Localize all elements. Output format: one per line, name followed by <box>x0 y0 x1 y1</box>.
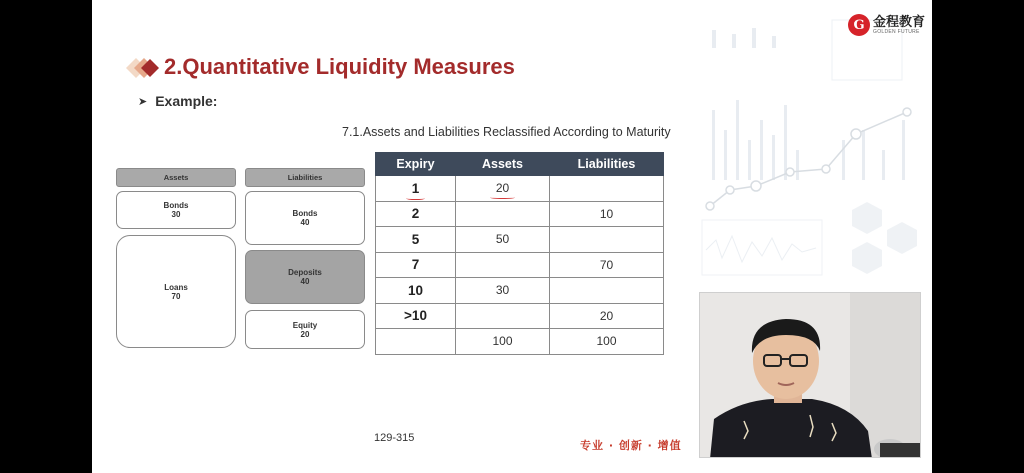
cell-assets: 30 <box>456 278 550 304</box>
arrow-bullet-icon: ➤ <box>138 95 148 108</box>
cell-expiry <box>376 329 456 355</box>
logo-icon: G <box>848 14 870 36</box>
table-subtitle: 7.1.Assets and Liabilities Reclassified According to Maturity <box>342 125 671 139</box>
cell-expiry: 2 <box>376 201 456 227</box>
cell-assets: 50 <box>456 227 550 253</box>
cell-assets-total: 100 <box>456 329 550 355</box>
cell-liabilities: 70 <box>550 252 664 278</box>
logo-text-cn: 金程教育 <box>873 14 926 30</box>
cell-expiry: 1 <box>376 176 456 202</box>
cell-assets <box>456 303 550 329</box>
table-row <box>376 201 664 227</box>
cell-liabilities <box>550 227 664 253</box>
liability-equity-box: Equity 20 <box>245 310 365 349</box>
cell-expiry: 7 <box>376 252 456 278</box>
table-row <box>376 227 664 253</box>
table-header-row <box>376 153 664 176</box>
cell-liabilities <box>550 278 664 304</box>
cell-expiry: >10 <box>376 303 456 329</box>
bullet-row <box>138 93 217 109</box>
cell-expiry: 10 <box>376 278 456 304</box>
webcam-video <box>699 292 921 458</box>
liabilities-header: Liabilities <box>245 168 365 187</box>
header-expiry: Expiry <box>376 153 456 176</box>
asset-loans-box: Loans 70 <box>116 235 236 348</box>
cell-liabilities: 10 <box>550 201 664 227</box>
table-row <box>376 303 664 329</box>
cell-assets <box>456 201 550 227</box>
presenter-image <box>700 293 921 458</box>
header-liabilities: Liabilities <box>550 153 664 176</box>
asset-bonds-box: Bonds 30 <box>116 191 236 229</box>
cell-assets: 20 <box>456 176 550 202</box>
logo-text-en: GOLDEN FUTURE <box>873 28 920 35</box>
cell-liabilities-total: 100 <box>550 329 664 355</box>
table-total-row <box>376 329 664 355</box>
slogan: 专业 · 创新 · 增值 <box>580 439 682 452</box>
table-row <box>376 176 664 202</box>
assets-header: Assets <box>116 168 236 187</box>
liability-bonds-box: Bonds 40 <box>245 191 365 245</box>
table-row <box>376 252 664 278</box>
company-logo <box>848 14 925 36</box>
table-row <box>376 278 664 304</box>
title-diamond-icon <box>116 55 160 81</box>
cell-liabilities <box>550 176 664 202</box>
cell-liabilities: 20 <box>550 303 664 329</box>
page-number: 129-315 <box>374 432 415 444</box>
page-title: 2.Quantitative Liquidity Measures <box>164 54 515 79</box>
liability-deposits-box: Deposits 40 <box>245 250 365 304</box>
background-decoration <box>692 0 932 300</box>
cell-assets <box>456 252 550 278</box>
maturity-table <box>375 152 664 355</box>
cell-expiry: 5 <box>376 227 456 253</box>
header-assets: Assets <box>456 153 550 176</box>
example-label: Example: <box>155 93 218 109</box>
